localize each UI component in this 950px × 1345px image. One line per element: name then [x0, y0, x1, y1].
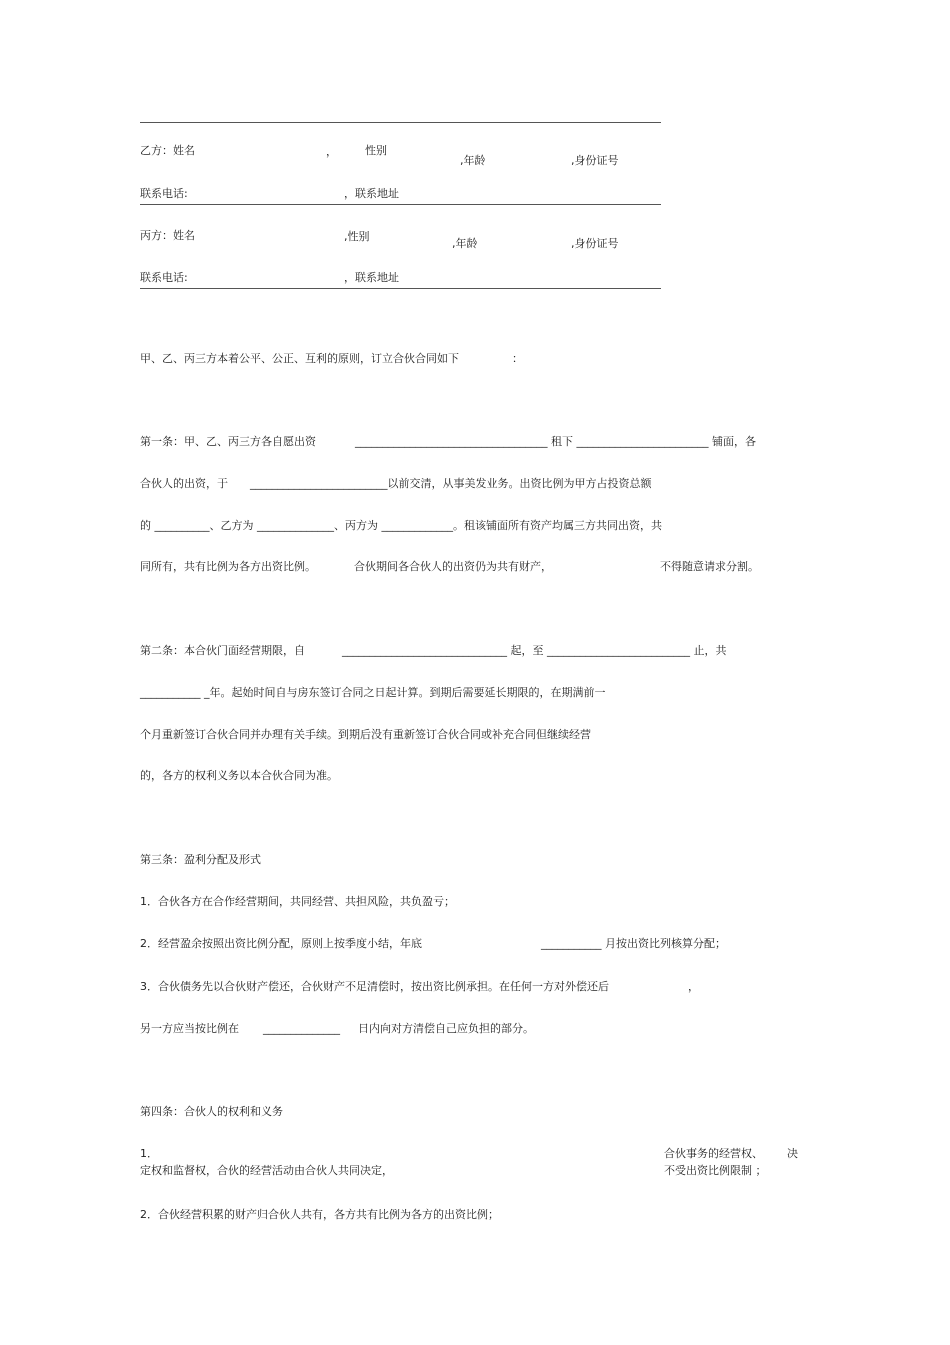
yi-comma: ，: [326, 145, 337, 158]
table-bottom-rule: [140, 288, 661, 289]
article1-line1-end: ___________________________________ 租下 ________________________ 铺面，各: [355, 435, 756, 448]
article3-item3: 3．合伙债务先以合伙财产偿还，合伙财产不足清偿时，按出资比例承担。在任何一方对外偿还后: [140, 980, 609, 993]
article1-line3: 的 __________、乙方为 ______________、丙方为 _____________。租该铺面所有资产均属三方共同出资，共: [140, 519, 662, 532]
article3-item4-end: 日内向对方清偿自己应负担的部分。: [358, 1022, 534, 1035]
article3-item4-start: 另一方应当按比例在: [140, 1022, 239, 1035]
article2-line4: 的，各方的权利义务以本合伙合同为准。: [140, 769, 338, 782]
intro-colon: ：: [512, 352, 523, 365]
article2-line2: ___________ _年。起始时间自与房东签订合同之日起计算。到期后需要延长期限的，在期满前一: [140, 686, 606, 699]
article4-item1-right: 合伙事务的经营权、: [664, 1147, 763, 1160]
article2-line1-end: ______________________________ 起，至 __________________________ 止，共: [342, 644, 727, 657]
article3-title: 第三条：盈利分配及形式: [140, 853, 261, 866]
article4-item1-line2-right: 不受出资比例限制 ；: [664, 1164, 767, 1177]
article2-line3: 个月重新签订合伙合同并办理有关手续。到期后没有重新签订合伙合同或补充合同但继续经营: [140, 728, 591, 741]
article4-item1-line2: 定权和监督权，合伙的经营活动由合伙人共同决定，: [140, 1164, 393, 1177]
article3-item2-end: ___________ 月按出资比列核算分配；: [541, 937, 726, 950]
bing-id-label: ,身份证号: [571, 237, 619, 250]
article4-item1-right-end: 决: [787, 1147, 798, 1160]
yi-address-label: ，联系地址: [344, 187, 399, 200]
intro-text: 甲、乙、丙三方本着公平、公正、互利的原则，订立合伙合同如下: [140, 352, 459, 365]
table-top-rule: [140, 122, 661, 123]
article3-item3-comma: ，: [688, 980, 699, 993]
yi-id-label: ,身份证号: [571, 154, 619, 167]
article2-line1-start: 第二条：本合伙门面经营期限，自: [140, 644, 305, 657]
bing-age-label: ,年龄: [452, 237, 478, 250]
yi-gender-label: 性别: [365, 144, 387, 157]
article1-line4-end: 不得随意请求分割。: [660, 560, 759, 573]
article3-item4-blank: ______________: [263, 1022, 340, 1035]
bing-name-label: 丙方：姓名: [140, 229, 195, 242]
article4-item2: 2．合伙经营积累的财产归合伙人共有，各方共有比例为各方的出资比例；: [140, 1208, 499, 1221]
article4-title: 第四条：合伙人的权利和义务: [140, 1105, 283, 1118]
yi-age-label: ,年龄: [460, 154, 486, 167]
bing-address-label: ，联系地址: [344, 271, 399, 284]
bing-gender-label: ,性别: [344, 230, 370, 243]
article3-item1: 1．合伙各方在合作经营期间，共同经营、共担风险，共负盈亏；: [140, 895, 455, 908]
article3-item2-start: 2．经营盈余按照出资比例分配，原则上按季度小结，年底: [140, 937, 422, 950]
article1-line1-start: 第一条：甲、乙、丙三方各自愿出资: [140, 435, 316, 448]
yi-name-label: 乙方：姓名: [140, 144, 195, 157]
bing-phone-label: 联系电话:: [140, 271, 188, 284]
article4-item1-number: 1．: [140, 1147, 158, 1160]
table-middle-rule: [140, 204, 661, 205]
article1-line2-start: 合伙人的出资，于: [140, 477, 228, 490]
article1-line4-start: 同所有，共有比例为各方出资比例。: [140, 560, 316, 573]
article1-line2-end: _________________________以前交清，从事美发业务。出资比例为甲方占投资总额: [250, 477, 652, 490]
yi-phone-label: 联系电话:: [140, 187, 188, 200]
article1-line4-middle: 合伙期间各合伙人的出资仍为共有财产，: [354, 560, 552, 573]
